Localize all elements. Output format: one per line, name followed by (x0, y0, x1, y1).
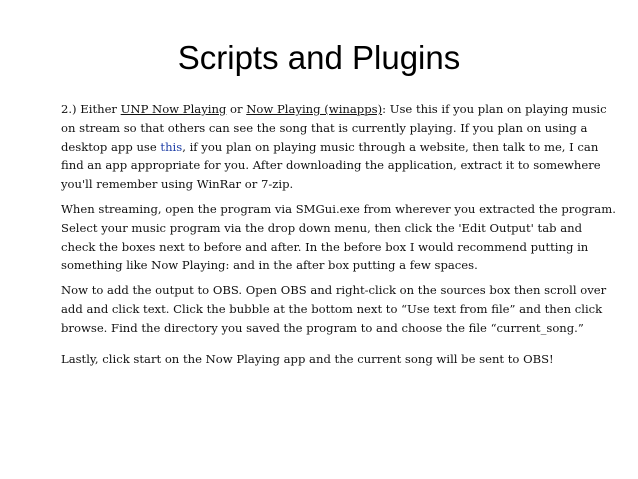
paragraph-streaming-setup: When streaming, open the program via SMGui.exe from wherever you extracted the program. Select your music program via the drop down menu, then click the 'Edit Output' tab and check the boxes next to before and after. In the before box I would recommend putting in something like Now Playing: and in the after box putting a few spaces. (61, 201, 616, 273)
paragraph1-text-b: , if you plan on playing music through a website, then talk to me, I can find an app appropriate for you. After downloading the application, extract it to somewhere you'll remember using WinRar or 7-zip. (61, 139, 601, 192)
paragraph-download-instructions (61, 100, 617, 194)
paragraph-final-step: Lastly, click start on the Now Playing app and the current song will be sent to OBS! (61, 351, 554, 366)
slide-title: Scripts and Plugins (177, 39, 461, 76)
unp-now-playing-link[interactable]: UNP Now Playing (120, 102, 227, 116)
paragraph1-prefix: 2.) Either (61, 102, 121, 116)
paragraph1-text-a: : Use this if you plan on playing music on stream so that others can see the song that is currently playing. If you plan on using a desktop app use (61, 102, 607, 154)
paragraph1-or: or (226, 102, 247, 116)
this-link[interactable]: this (160, 139, 183, 154)
now-playing-winapps-link[interactable]: Now Playing (winapps) (246, 102, 383, 116)
slide-body (61, 100, 617, 374)
paragraph-obs-setup: Now to add the output to OBS. Open OBS and right-click on the sources box then scroll over add and click text. Click the bubble at the bottom next to “Use text from file” and then click browse. Find the directory you saved the program to and choose the file “current_song.” (61, 283, 607, 335)
